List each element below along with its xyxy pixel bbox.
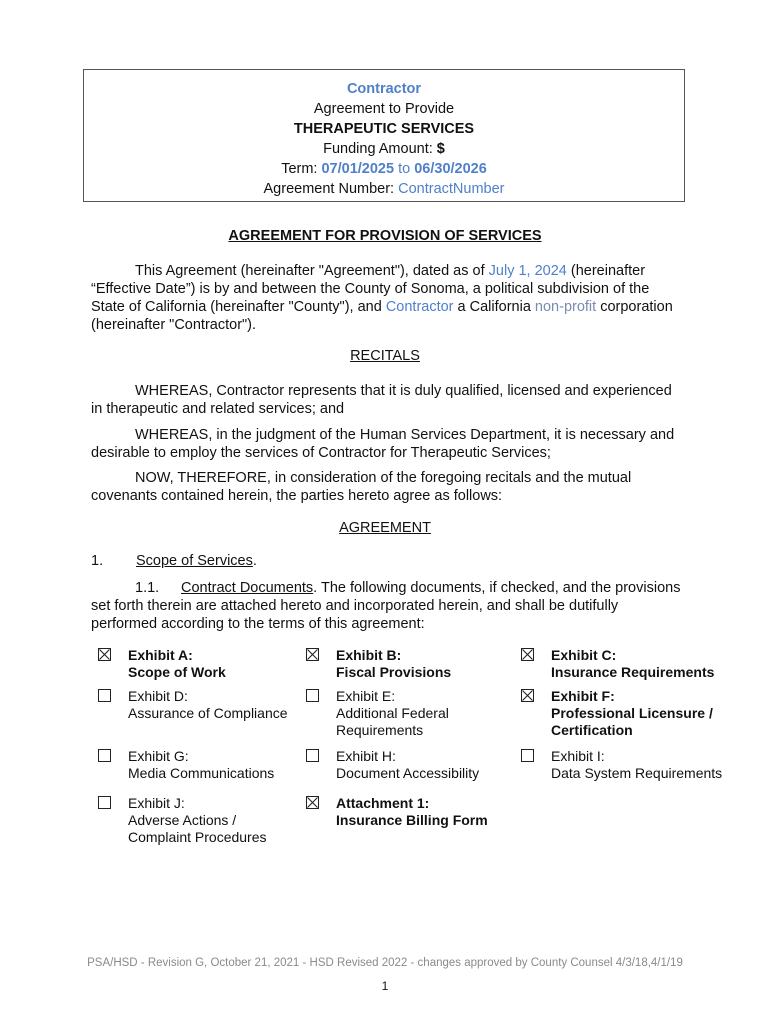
checked-checkbox[interactable] xyxy=(98,648,111,661)
subsection-number: 1.1. xyxy=(135,580,160,596)
page-number: 1 xyxy=(381,979,389,993)
intro-part1: This Agreement (hereinafter "Agreement"), dated as of xyxy=(135,263,489,279)
intro-part2: (hereinafter “Effective Date”) is by and between the County of Sonoma, a political subdivision of the State of California (hereinafter "County"), and xyxy=(91,263,650,315)
unchecked-checkbox[interactable] xyxy=(306,749,319,762)
x-mark-icon xyxy=(99,649,110,660)
exhibit-label: Exhibit E: Additional Federal Requirements xyxy=(336,688,449,738)
section-period: . xyxy=(252,553,257,569)
term-line xyxy=(84,159,684,179)
exhibit-label: Exhibit D: Assurance of Compliance xyxy=(128,688,288,721)
exhibit-label: Exhibit B: Fiscal Provisions xyxy=(336,647,452,680)
exhibit-label: Exhibit F: Professional Licensure / Certification xyxy=(551,688,713,738)
checked-checkbox[interactable] xyxy=(521,648,534,661)
document-title: AGREEMENT FOR PROVISION OF SERVICES xyxy=(228,228,542,244)
section-1-heading xyxy=(91,553,257,569)
exhibit-item xyxy=(128,795,267,846)
exhibit-item xyxy=(336,688,449,739)
term-label: Term: xyxy=(281,161,318,177)
whereas-paragraph-1: WHEREAS, Contractor represents that it is duly qualified, licensed and experienced in therapeutic and related services; and xyxy=(91,383,672,417)
org-type-field: non-profit xyxy=(534,299,597,315)
exhibit-label: Exhibit G: Media Communications xyxy=(128,748,275,781)
exhibit-label: Exhibit I: Data System Requirements xyxy=(551,748,723,781)
funding-label: Funding Amount: xyxy=(323,141,433,157)
intro-part3: a California xyxy=(453,299,535,315)
effective-date-field: July 1, 2024 xyxy=(488,263,567,279)
unchecked-checkbox[interactable] xyxy=(98,796,111,809)
section-label: Scope of Services xyxy=(136,553,253,569)
unchecked-checkbox[interactable] xyxy=(521,749,534,762)
exhibit-label: Exhibit J: Adverse Actions / Complaint Procedures xyxy=(128,795,267,845)
now-therefore-paragraph: NOW, THEREFORE, in consideration of the foregoing recitals and the mutual covenants contained herein, the parties hereto agree as follows: xyxy=(91,470,632,504)
intro-paragraph xyxy=(91,262,681,334)
service-name: THERAPEUTIC SERVICES xyxy=(293,121,475,137)
x-mark-icon xyxy=(307,797,318,808)
subsection-label: Contract Documents xyxy=(181,580,314,596)
term-to: to xyxy=(398,161,411,177)
exhibit-item xyxy=(551,647,714,681)
funding-amount-line xyxy=(84,139,684,159)
agreement-number-label: Agreement Number: xyxy=(263,181,395,197)
term-end: 06/30/2026 xyxy=(414,161,487,177)
exhibit-label: Exhibit C: Insurance Requirements xyxy=(551,647,715,680)
exhibit-item xyxy=(551,748,722,782)
funding-value: $ xyxy=(436,141,445,157)
x-mark-icon xyxy=(307,649,318,660)
agreement-to-provide: Agreement to Provide xyxy=(313,101,455,117)
section-number: 1. xyxy=(91,553,104,569)
checked-checkbox[interactable] xyxy=(521,689,534,702)
whereas-paragraph-2: WHEREAS, in the judgment of the Human Services Department, it is necessary and desirable to employ the services of Contractor for Therapeutic Services; xyxy=(91,427,675,461)
exhibit-item xyxy=(128,688,288,722)
exhibit-item xyxy=(336,795,488,829)
section-1-1-paragraph xyxy=(91,579,681,633)
term-start: 07/01/2025 xyxy=(321,161,395,177)
contractor-field: Contractor xyxy=(346,81,422,97)
intro-part4: corporation (hereinafter "Contractor"). xyxy=(91,299,673,333)
x-mark-icon xyxy=(522,690,533,701)
agreement-number-value: ContractNumber xyxy=(398,181,505,197)
checked-checkbox[interactable] xyxy=(306,796,319,809)
recitals-heading: RECITALS xyxy=(350,348,420,364)
unchecked-checkbox[interactable] xyxy=(98,749,111,762)
exhibit-label: Exhibit A: Scope of Work xyxy=(128,647,226,680)
unchecked-checkbox[interactable] xyxy=(98,689,111,702)
exhibit-item xyxy=(128,748,274,782)
exhibit-item xyxy=(551,688,713,739)
exhibit-item xyxy=(336,748,479,782)
exhibit-item xyxy=(336,647,451,681)
unchecked-checkbox[interactable] xyxy=(306,689,319,702)
exhibit-label: Exhibit H: Document Accessibility xyxy=(336,748,480,781)
exhibit-label: Attachment 1: Insurance Billing Form xyxy=(336,795,488,828)
subsection-text: . The following documents, if checked, and the provisions set forth therein are attached hereto and incorporated herein, and shall be dutifully performed according to the terms of this agreement: xyxy=(91,580,681,632)
agreement-number-line xyxy=(84,179,684,199)
agreement-heading: AGREEMENT xyxy=(339,520,431,536)
x-mark-icon xyxy=(522,649,533,660)
agreement-header-box xyxy=(83,69,685,202)
exhibit-item xyxy=(128,647,226,681)
intro-contractor-field: Contractor xyxy=(385,299,454,315)
revision-footer: PSA/HSD - Revision G, October 21, 2021 - HSD Revised 2022 - changes approved by County Counsel 4/3/18,4/1/19 xyxy=(87,957,683,969)
checked-checkbox[interactable] xyxy=(306,648,319,661)
